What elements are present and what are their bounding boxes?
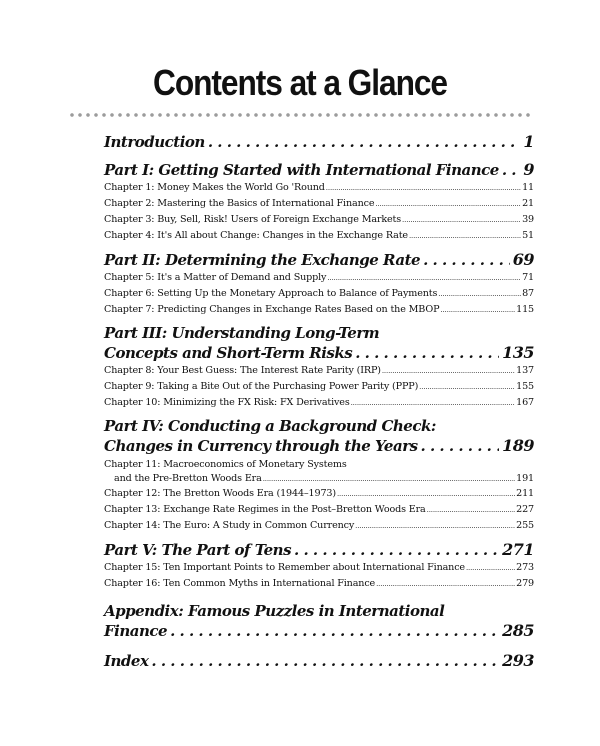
toc-chapter-5[interactable]: Chapter 5: It's a Matter of Demand and Supply ..... 71	[104, 270, 534, 286]
toc-chapter-7[interactable]: Chapter 7: Predicting Changes in Exchange Rates Based on the MBOP ..... 115	[104, 302, 534, 318]
toc-chapter-14[interactable]: Chapter 14: The Euro: A Study in Common Currency ..... 255	[104, 518, 534, 534]
toc-chapter-11[interactable]: Chapter 11: Macroeconomics of Monetary Systems and the Pre-Bretton Woods Era ..... 191	[104, 458, 534, 486]
toc-chapter-16[interactable]: Chapter 16: Ten Common Myths in International Finance ..... 279	[104, 576, 534, 592]
toc-chapter-3[interactable]: Chapter 3: Buy, Sell, Risk! Users of Foreign Exchange Markets ..... 39	[104, 212, 534, 228]
page-title: Contents at a Glance	[152, 62, 448, 103]
toc-chapter-12[interactable]: Chapter 12: The Bretton Woods Era (1944–1973) ..... 211	[104, 486, 534, 502]
dotted-divider	[68, 112, 534, 118]
toc-part-2[interactable]: Part II: Determining the Exchange Rate . . . 69	[104, 250, 534, 270]
toc-chapter-2[interactable]: Chapter 2: Mastering the Basics of International Finance ..... 21	[104, 196, 534, 212]
toc-part-5[interactable]: Part V: The Part of Tens . . . 271	[104, 540, 534, 560]
toc-chapter-1[interactable]: Chapter 1: Money Makes the World Go 'Round ..... 11	[104, 180, 534, 196]
toc-appendix[interactable]: Appendix: Famous Puzzles in International Finance . . . 285	[104, 602, 534, 641]
toc-chapter-15[interactable]: Chapter 15: Ten Important Points to Remember about International Finance ..... 273	[104, 560, 534, 576]
toc-part-3[interactable]: Part III: Understanding Long-Term Concepts and Short-Term Risks . . . 135	[104, 324, 534, 363]
toc-chapter-9[interactable]: Chapter 9: Taking a Bite Out of the Purchasing Power Parity (PPP) ..... 155	[104, 379, 534, 395]
toc-chapter-8[interactable]: Chapter 8: Your Best Guess: The Interest Rate Parity (IRP) ..... 137	[104, 363, 534, 379]
toc-index[interactable]: Index . . . 293	[104, 651, 534, 671]
toc-chapter-6[interactable]: Chapter 6: Setting Up the Monetary Approach to Balance of Payments ..... 87	[104, 286, 534, 302]
toc-chapter-4[interactable]: Chapter 4: It's All about Change: Changes in the Exchange Rate ..... 51	[104, 228, 534, 244]
toc-part-4[interactable]: Part IV: Conducting a Background Check: Changes in Currency through the Years . . . 189	[104, 417, 534, 456]
toc-chapter-10[interactable]: Chapter 10: Minimizing the FX Risk: FX Derivatives ..... 167	[104, 395, 534, 411]
toc-chapter-13[interactable]: Chapter 13: Exchange Rate Regimes in the Post–Bretton Woods Era ..... 227	[104, 502, 534, 518]
toc-introduction[interactable]: Introduction . . . 1	[104, 132, 534, 152]
table-of-contents	[104, 126, 534, 671]
toc-part-1[interactable]: Part I: Getting Started with International Finance . . . 9	[104, 160, 534, 180]
